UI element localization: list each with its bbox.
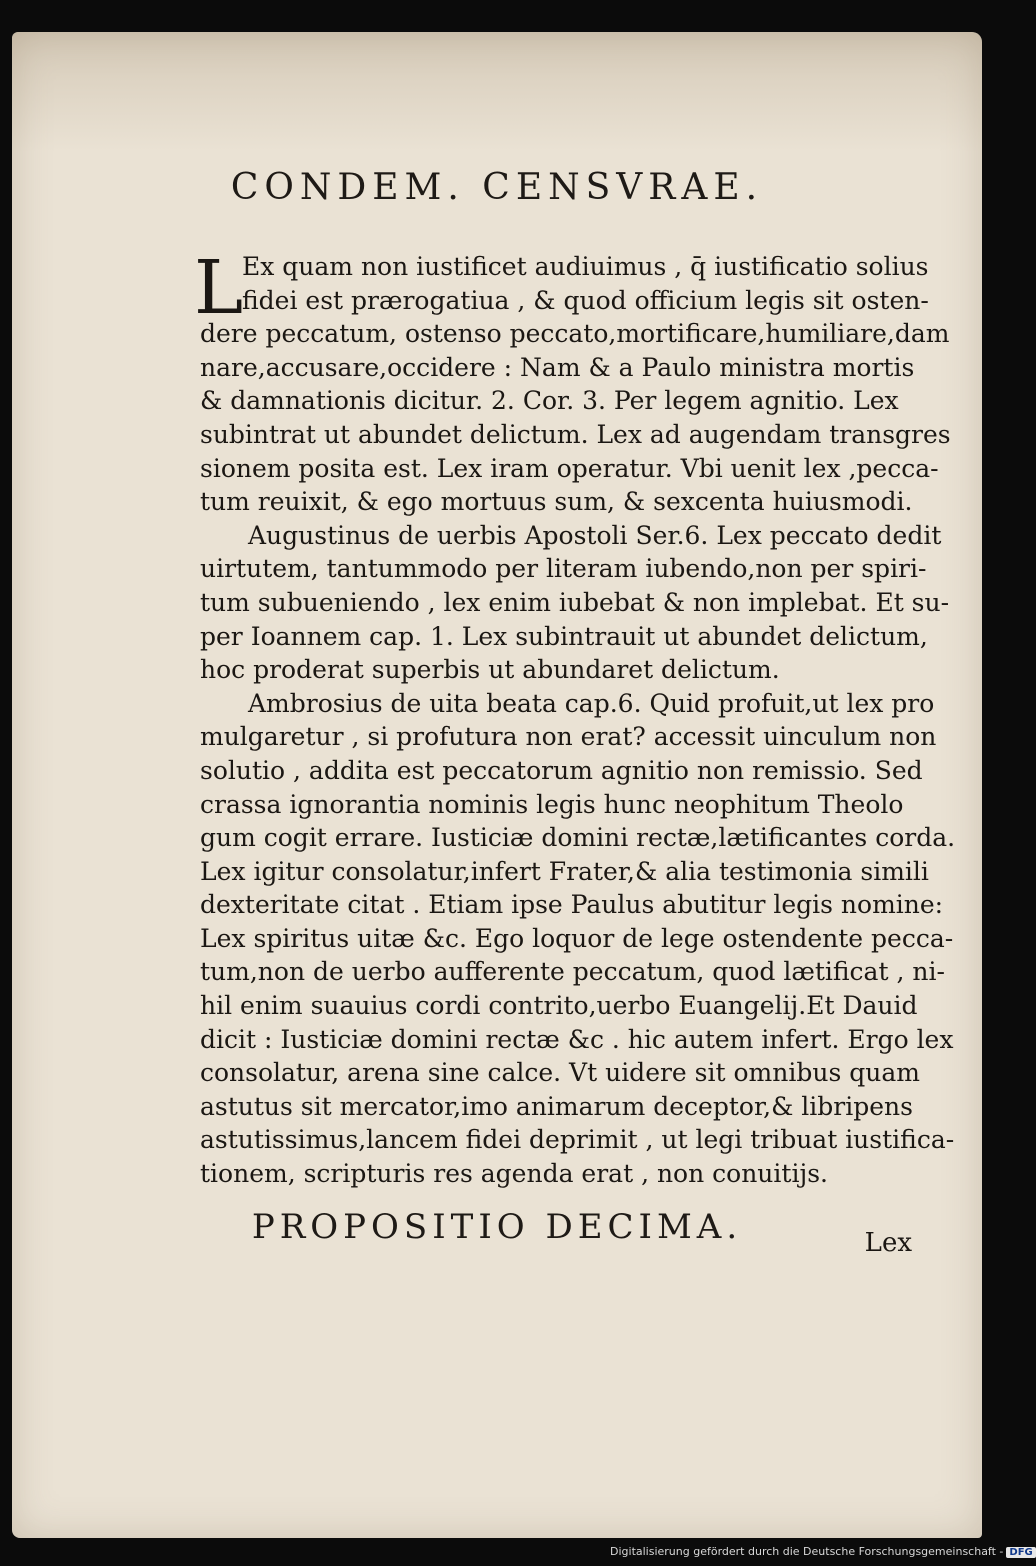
text-line: gum cogit errare. Iusticiæ domini rectæ,lætificantes corda. — [200, 823, 956, 853]
text-line: dere peccatum, ostenso peccato,mortificare,humiliare,dam — [200, 319, 950, 349]
paragraph-2 — [200, 519, 950, 687]
text-line: Augustinus de uerbis Apostoli Ser.6. Lex peccato dedit — [248, 520, 942, 550]
footer-text: Digitalisierung gefördert durch die Deutsche Forschungsgemeinschaft - — [610, 1545, 1004, 1558]
text-line: fidei est prærogatiua , & quod officium legis sit osten- — [242, 285, 929, 315]
text-line: & damnationis dicitur. 2. Cor. 3. Per legem agnitio. Lex — [200, 386, 899, 416]
text-line: tum reuixit, & ego mortuus sum, & sexcenta huiusmodi. — [200, 487, 913, 517]
running-title: CONDEM. CENSVRAE. — [230, 167, 764, 208]
paragraph-3 — [200, 687, 956, 1191]
text-line: consolatur, arena sine calce. Vt uidere sit omnibus quam — [200, 1058, 920, 1088]
text-line: Lex spiritus uitæ &c. Ego loquor de lege ostendente pecca- — [200, 923, 954, 953]
text-line: hil enim suauius cordi contrito,uerbo Euangelij.Et Dauid — [200, 991, 918, 1021]
text-line: Lex igitur consolatur,infert Frater,& alia testimonia simili — [200, 856, 929, 886]
drop-cap-initial: L — [194, 245, 244, 331]
text-line: tum,non de uerbo aufferente peccatum, quod lætificat , ni- — [200, 957, 945, 987]
text-line: mulgaretur , si profutura non erat? accessit uinculum non — [200, 722, 937, 752]
text-line: subintrat ut abundet delictum. Lex ad augendam transgres — [200, 419, 951, 449]
text-line: crassa ignorantia nominis legis hunc neophitum Theolo — [200, 789, 904, 819]
digitization-footer — [610, 1545, 1036, 1558]
text-line: dexteritate citat . Etiam ipse Paulus abutitur legis nomine: — [200, 890, 944, 920]
scanned-page — [12, 32, 982, 1538]
text-line: Ex quam non iustificet audiuimus , q̄ iustificatio solius — [242, 252, 929, 281]
text-line: dicit : Iusticiæ domini rectæ &c . hic autem infert. Ergo lex — [200, 1024, 954, 1054]
text-line: astutus sit mercator,imo animarum deceptor,& libripens — [200, 1091, 913, 1121]
text-line: uirtutem, tantummodo per literam iubendo,non per spiri- — [200, 554, 927, 584]
text-line: solutio , addita est peccatorum agnitio non remissio. Sed — [200, 755, 923, 785]
text-line: hoc proderat superbis ut abundaret delictum. — [200, 655, 780, 685]
text-line: Ambrosius de uita beata cap.6. Quid profuit,ut lex pro — [248, 688, 935, 718]
text-line: per Ioannem cap. 1. Lex subintrauit ut abundet delictum, — [200, 621, 928, 651]
catchword: Lex — [864, 1228, 912, 1258]
body-text — [194, 245, 956, 1191]
text-line: sionem posita est. Lex iram operatur. Vbi uenit lex ,pecca- — [200, 453, 939, 483]
paragraph-1 — [194, 245, 951, 519]
text-line: astutissimus,lancem fidei deprimit , ut legi tribuat iustifica- — [200, 1125, 955, 1155]
dfg-logo: DFG — [1006, 1547, 1035, 1558]
text-line: nare,accusare,occidere : Nam & a Paulo ministra mortis — [200, 352, 915, 382]
section-title: PROPOSITIO DECIMA. — [251, 1207, 743, 1247]
text-line: tionem, scripturis res agenda erat , non conuitijs. — [200, 1159, 828, 1189]
text-line: tum subueniendo , lex enim iubebat & non implebat. Et su- — [200, 587, 950, 617]
